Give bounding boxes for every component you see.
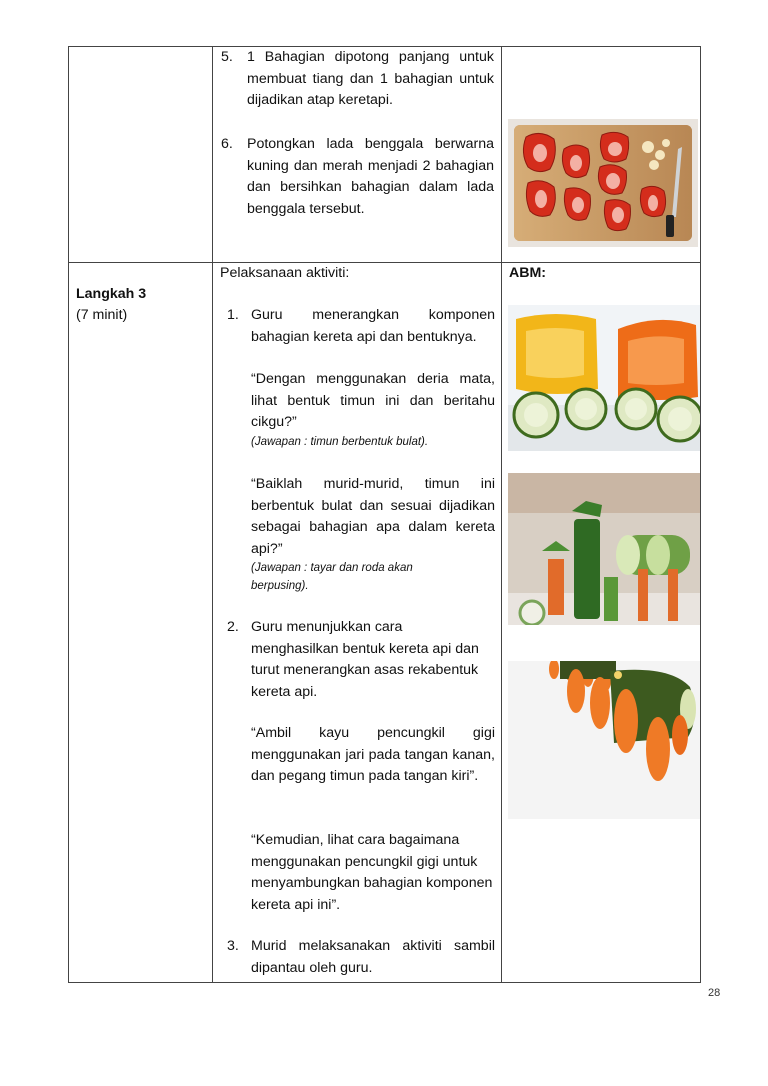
- list-number: 2.: [227, 619, 239, 635]
- page-number: 28: [708, 987, 721, 999]
- activity-intro: Pelaksanaan aktiviti:: [220, 265, 350, 281]
- teacher-quote: “Baiklah murid-murid, timun ini berbentuk bulat dan sesuai dijadikan sebagai bahagian apa dalam kereta api?”: [251, 476, 495, 557]
- list-item-text: Guru menerangkan komponen bahagian kereta api dan bentuknya.: [251, 307, 495, 345]
- table-row: [69, 263, 701, 983]
- list-item-text: Murid melaksanakan aktiviti sambil dipantau oleh guru.: [251, 938, 495, 976]
- step-duration: (7 minit): [76, 307, 128, 323]
- list-number: 1.: [227, 307, 239, 323]
- cucumber-train-photo: [508, 473, 700, 625]
- zucchini-carrot-train-photo: [508, 661, 700, 819]
- list-item-text: 1 Bahagian dipotong panjang untuk membuat tiang dan 1 bahagian untuk dijadikan atap keretapi.: [247, 49, 494, 108]
- list-number: 6.: [221, 136, 233, 152]
- lesson-plan-table: [68, 46, 701, 983]
- teacher-quote: “Kemudian, lihat cara bagaimana menggunakan pencungkil gigi untuk menyambungkan bahagian komponen kereta api ini”.: [251, 832, 493, 913]
- expected-answer: (Jawapan : timun berbentuk bulat).: [251, 436, 429, 448]
- step-cell-empty: [69, 47, 213, 263]
- table-row: [69, 47, 701, 263]
- cut-peppers-photo: [508, 119, 698, 247]
- teacher-quote: “Ambil kayu pencungkil gigi menggunakan jari pada tangan kanan, dan pegang timun pada tangan kiri”.: [251, 725, 495, 784]
- step-cell: [69, 263, 213, 983]
- activity-cell: [213, 47, 502, 263]
- teacher-quote: “Dengan menggunakan deria mata, lihat bentuk timun ini dan beritahu cikgu?”: [251, 371, 495, 430]
- pepper-train-photo: [508, 305, 700, 451]
- abm-cell: [502, 47, 701, 263]
- list-number: 3.: [227, 938, 239, 954]
- step-title: Langkah 3: [76, 286, 147, 302]
- list-item-text: Guru menunjukkan cara menghasilkan bentuk kereta api dan turut menerangkan asas rekabentuk kereta api.: [251, 619, 479, 700]
- list-number: 5.: [221, 49, 233, 65]
- list-item-text: Potongkan lada benggala berwarna kuning dan merah menjadi 2 bahagian dan bersihkan bahagian dalam lada benggala tersebut.: [247, 136, 494, 217]
- activity-cell: [213, 263, 502, 983]
- expected-answer: (Jawapan : tayar dan roda akan berpusing).: [251, 562, 413, 592]
- abm-label: ABM:: [509, 265, 547, 281]
- abm-cell: [502, 263, 701, 983]
